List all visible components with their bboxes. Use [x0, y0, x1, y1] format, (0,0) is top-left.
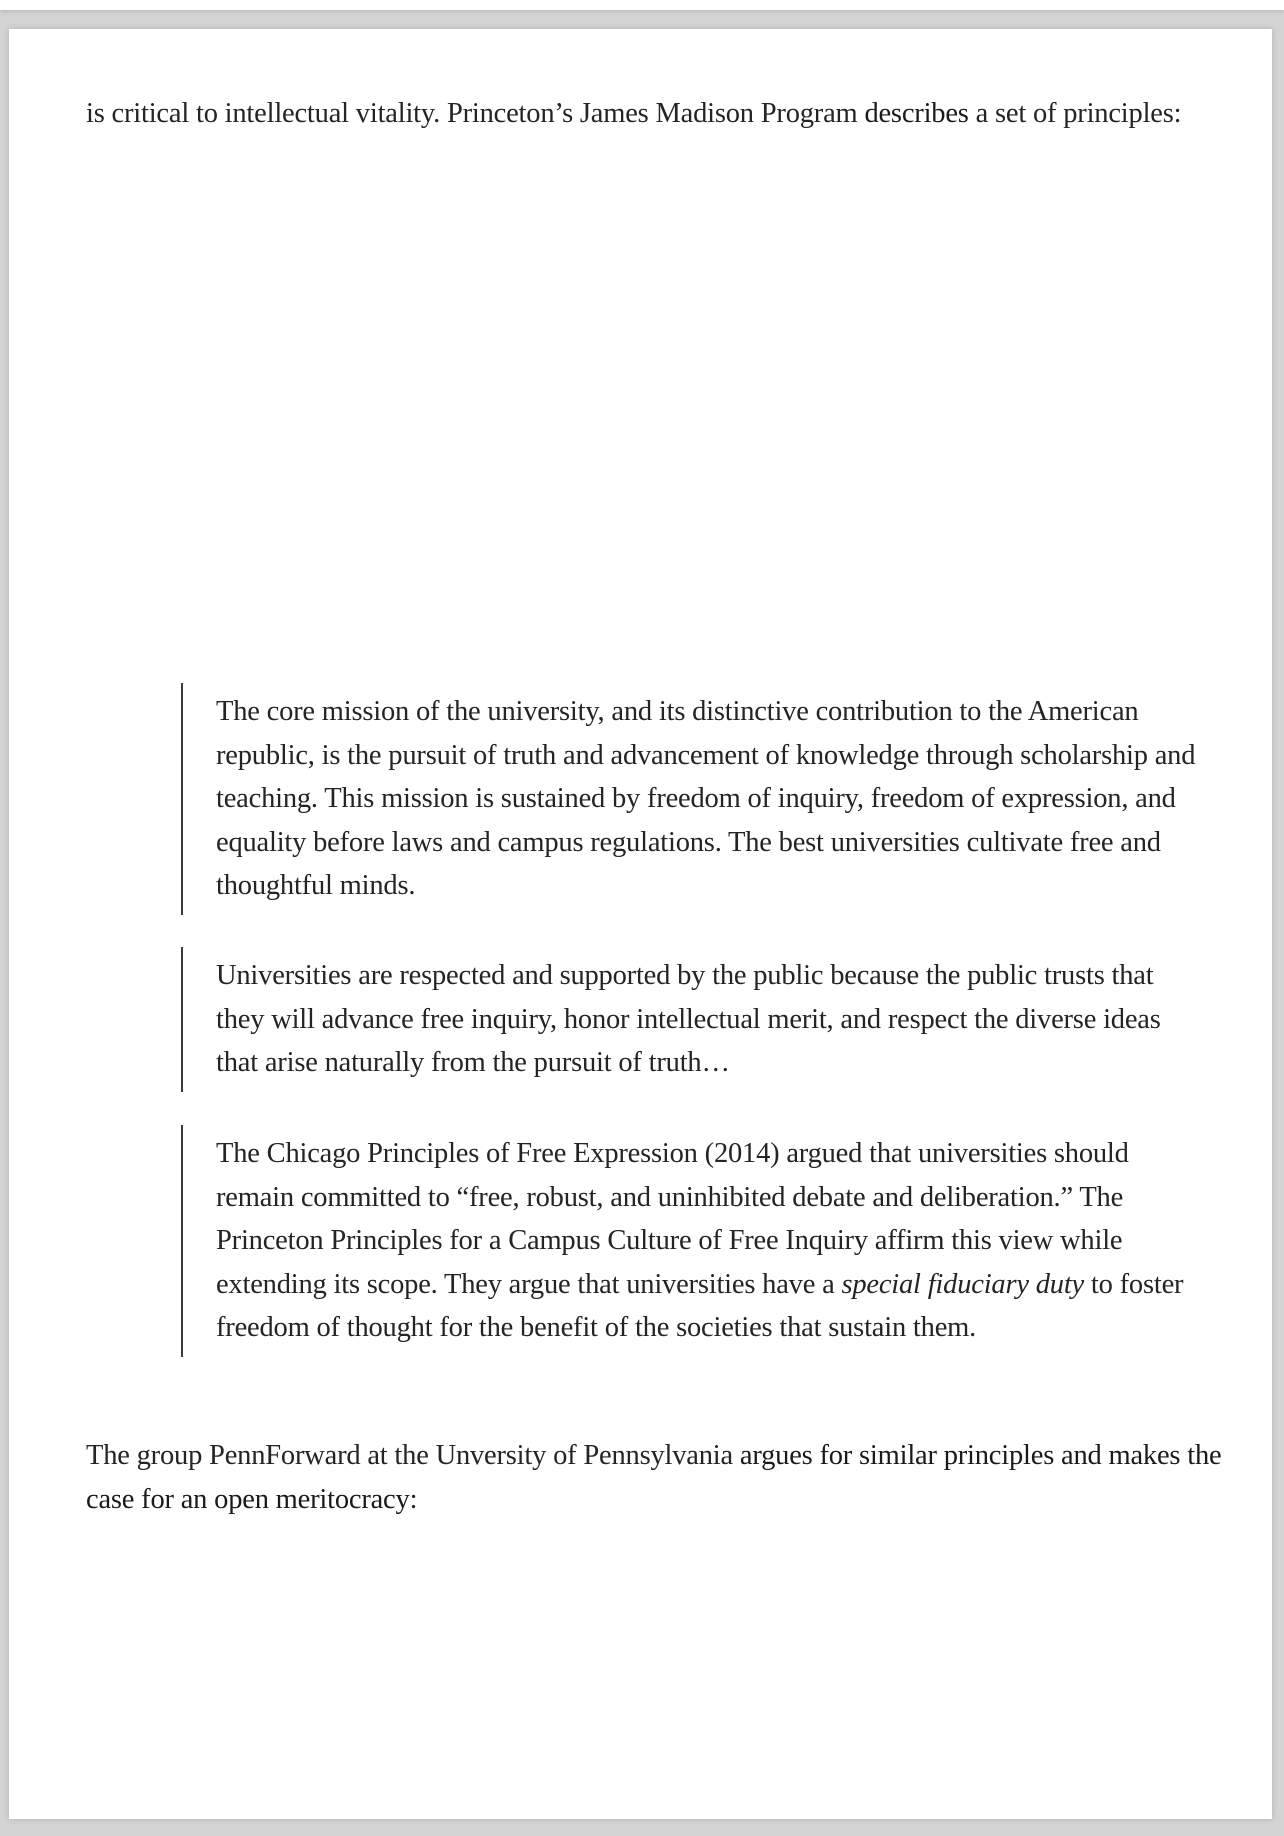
- previous-page-edge: [0, 0, 1284, 10]
- blockquote-core-mission: [181, 683, 1196, 915]
- pennforward-paragraph: [86, 1434, 1236, 1521]
- pennforward-principles-link[interactable]: argues for similar principles and makes the case for an open meritocracy: [86, 1440, 1222, 1515]
- blockquote-chicago-principles: [181, 1125, 1196, 1357]
- quote-emphasis: special fiduciary duty: [841, 1268, 1084, 1300]
- quote-text-before-emphasis: The Chicago Principles of Free Expression (2014) argued that universities should remain committed to “free, robust, and uninhibited debate and deliberation.” The Princeton Principles for a Campus Culture of Free Inquiry affirm this view while extending its scope. They argue that universities have a: [216, 1138, 1129, 1300]
- quote-text: The core mission of the university, and its distinctive contribution to the American republic, is the pursuit of truth and advancement of knowledge through scholarship and teaching. This mission is sustained by freedom of inquiry, freedom of expression, and equality before laws and campus regulations. The best universities cultivate free and thoughtful minds.: [216, 696, 1196, 901]
- penn-text-before-link: The group PennForward at the Unversity of Pennsylvania: [86, 1440, 740, 1471]
- penn-text-after-link: :: [409, 1483, 418, 1515]
- intro-text-before-link: is critical to intellectual vitality. Princeton’s James Madison Program: [86, 98, 865, 129]
- quote-text-after-emphasis: to foster freedom of thought for the benefit of the societies that sustain them.: [216, 1268, 1184, 1343]
- describes-link[interactable]: describes: [864, 98, 969, 129]
- quote-text: Universities are respected and supported by the public because the public trusts that they will advance free inquiry, honor intellectual merit, and respect the diverse ideas that arise naturally from the pursuit of truth…: [216, 960, 1161, 1078]
- intro-text-after-link: a set of principles:: [968, 98, 1182, 129]
- intro-paragraph: [86, 92, 1196, 136]
- article-page: [9, 29, 1272, 1819]
- blockquote-public-trust: [181, 947, 1196, 1092]
- quote-text: [216, 1125, 1196, 1357]
